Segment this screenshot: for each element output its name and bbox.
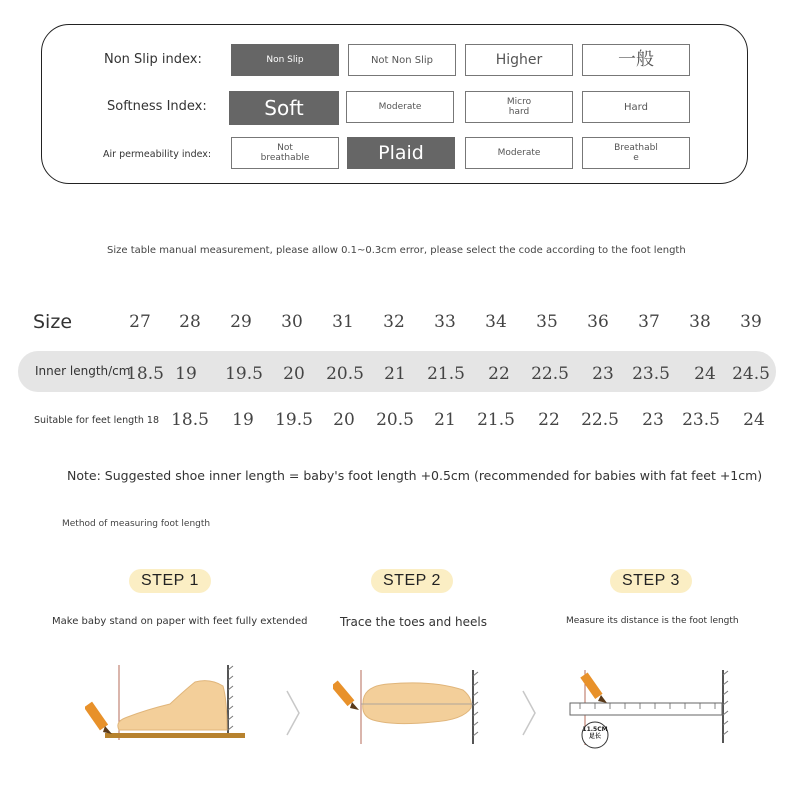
ruler-reading-label: 11.5CM 足长 (582, 726, 608, 740)
size-value: 32 (383, 312, 405, 332)
nonslip-option-not-nonslip: Not Non Slip (348, 44, 456, 76)
feet-length-value: 23 (642, 410, 664, 430)
feet-length-value: 20.5 (376, 410, 414, 430)
inner-length-value: 19 (175, 364, 197, 384)
softness-option-hard: Hard (582, 91, 690, 123)
inner-length-value: 18.5 (126, 364, 164, 384)
method-title: Method of measuring foot length (62, 519, 211, 529)
size-value: 35 (536, 312, 558, 332)
pencil-icon (333, 680, 359, 710)
softness-label: Softness Index: (107, 99, 207, 114)
inner-length-value: 23 (592, 364, 614, 384)
inner-length-value: 20.5 (326, 364, 364, 384)
inner-length-value: 24.5 (732, 364, 770, 384)
step1-description: Make baby stand on paper with feet fully extended (52, 616, 308, 627)
feet-length-value: 19.5 (275, 410, 313, 430)
nonslip-label: Non Slip index: (104, 52, 202, 67)
size-row-label: Size (33, 311, 73, 333)
inner-length-value: 24 (694, 364, 716, 384)
feet-length-value: 20 (333, 410, 355, 430)
inner-length-value: 19.5 (225, 364, 263, 384)
air-option-moderate: Moderate (465, 137, 573, 169)
feet-length-label: Suitable for feet length 18 (34, 415, 160, 426)
chevron-right-icon (520, 688, 538, 738)
feet-length-value: 21.5 (477, 410, 515, 430)
feet-length-value: 23.5 (682, 410, 720, 430)
size-value: 27 (129, 312, 151, 332)
nonslip-option-nonslip: Non Slip (231, 44, 339, 76)
softness-option-micro-hard: Micro hard (465, 91, 573, 123)
air-permeability-label: Air permeability index: (103, 149, 212, 160)
size-value: 30 (281, 312, 303, 332)
size-value: 31 (332, 312, 354, 332)
size-table-caption: Size table manual measurement, please allow 0.1~0.3cm error, please select the code according to the foot length (107, 245, 686, 256)
step1-foot-illustration (85, 660, 250, 745)
nonslip-option-general: 一般 (582, 44, 690, 76)
size-value: 36 (587, 312, 609, 332)
size-value: 33 (434, 312, 456, 332)
inner-length-value: 20 (283, 364, 305, 384)
inner-length-value: 22 (488, 364, 510, 384)
feet-length-value: 22.5 (581, 410, 619, 430)
step1-badge: STEP 1 (129, 569, 211, 593)
softness-option-soft: Soft (229, 91, 339, 125)
step2-foot-illustration (333, 668, 483, 748)
softness-option-moderate: Moderate (346, 91, 454, 123)
air-option-plaid: Plaid (347, 137, 455, 169)
air-option-breathable: Breathabl e (582, 137, 690, 169)
inner-length-label: Inner length/cm (35, 364, 131, 378)
size-value: 28 (179, 312, 201, 332)
size-value: 34 (485, 312, 507, 332)
chevron-right-icon (284, 688, 302, 738)
inner-length-value: 21 (384, 364, 406, 384)
step2-badge: STEP 2 (371, 569, 453, 593)
pencil-icon (580, 672, 607, 703)
size-value: 38 (689, 312, 711, 332)
size-value: 29 (230, 312, 252, 332)
pencil-icon (85, 702, 112, 734)
inner-length-value: 23.5 (632, 364, 670, 384)
air-option-not-breathable: Not breathable (231, 137, 339, 169)
size-value: 37 (638, 312, 660, 332)
feet-length-value: 18.5 (171, 410, 209, 430)
feet-length-value: 24 (743, 410, 765, 430)
feet-length-value: 19 (232, 410, 254, 430)
inner-length-value: 22.5 (531, 364, 569, 384)
feet-length-value: 21 (434, 410, 456, 430)
inner-length-value: 21.5 (427, 364, 465, 384)
step3-badge: STEP 3 (610, 569, 692, 593)
step2-description: Trace the toes and heels (340, 615, 487, 629)
nonslip-option-higher: Higher (465, 44, 573, 76)
step3-description: Measure its distance is the foot length (566, 616, 739, 626)
sizing-note: Note: Suggested shoe inner length = baby's foot length +0.5cm (recommended for babies with fat feet +1cm) (67, 468, 763, 483)
size-value: 39 (740, 312, 762, 332)
feet-length-value: 22 (538, 410, 560, 430)
